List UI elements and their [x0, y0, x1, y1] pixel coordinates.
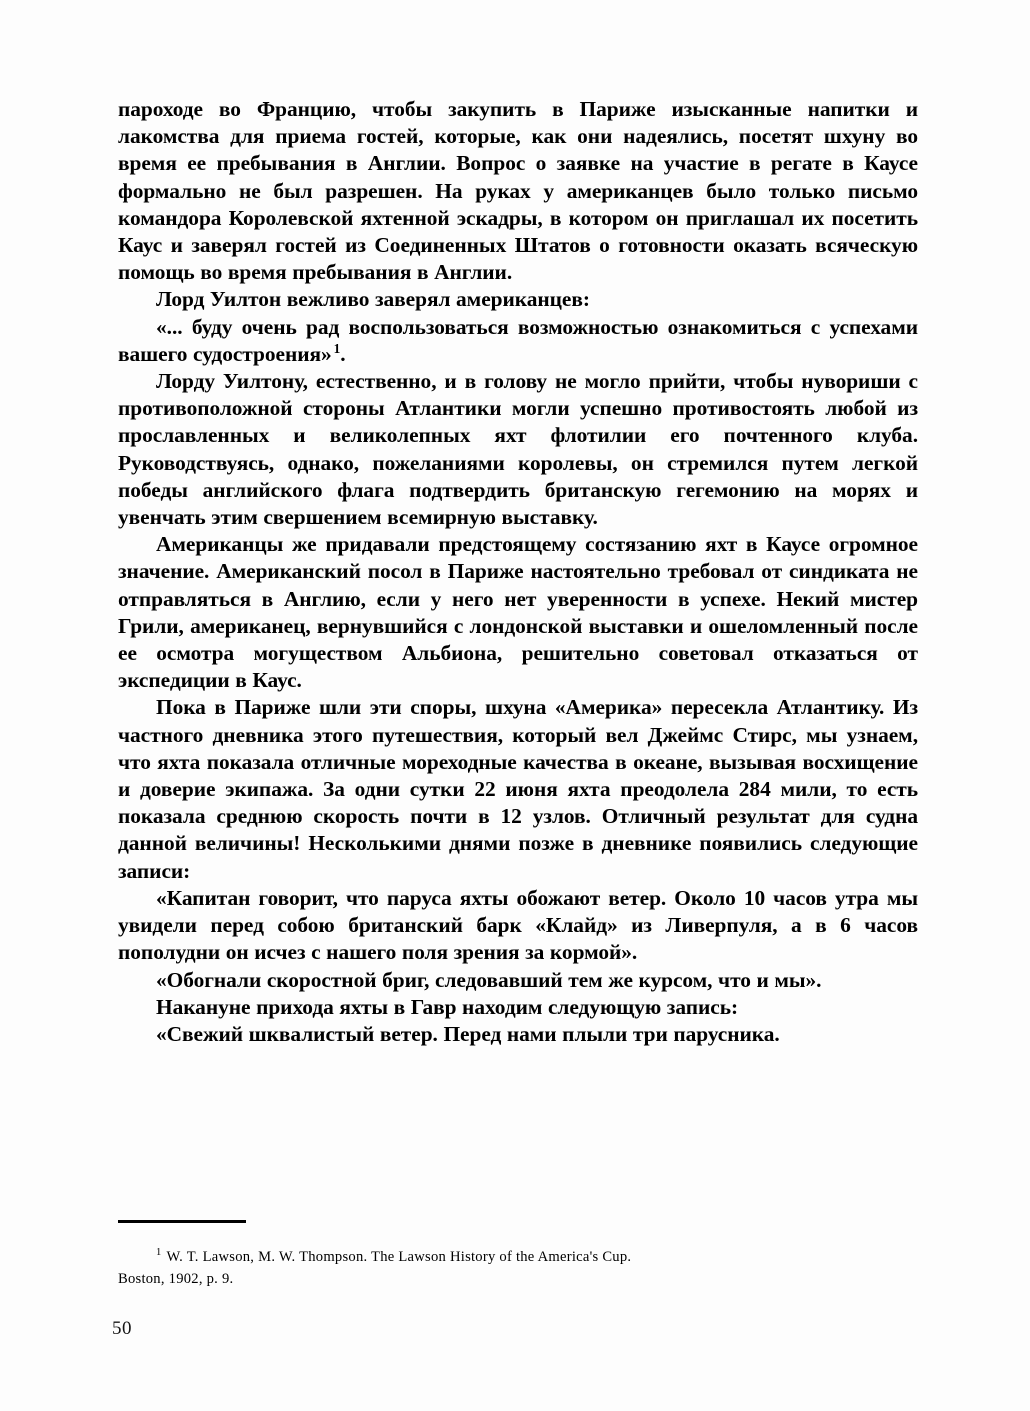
paragraph-squall-quote: «Свежий шквалистый ветер. Перед нами плыли три парусника.	[156, 1021, 780, 1046]
paragraph-havre-entry: Накануне прихода яхты в Гавр находим следующую запись:	[156, 994, 739, 1019]
paragraph-atlantic-crossing: Пока в Париже шли эти споры, шхуна «Америка» пересекла Атлантику. Из частного дневника этого путешествия, который вел Джеймс Стирс, мы узнаем, что яхта показала отличные мореходные качества в океане, вызывая восхищение и доверие экипажа. За одни сутки 22 июня яхта преодолела 284 мили, то есть показала среднюю скорость почти в 12 узлов. Отличный результат для судна данной величины! Несколькими днями позже в дневнике появились следующие записи:	[118, 695, 918, 883]
footnote-citation-line-2: Boston, 1902, p. 9.	[118, 1271, 234, 1287]
paragraph-lord-wilton: Лорд Уилтон вежливо заверял американцев:	[156, 287, 590, 312]
quote-shipbuilding-trailing-punctuation: .	[340, 341, 346, 366]
page-number: 50	[112, 1318, 132, 1339]
footnote-text	[118, 1246, 918, 1290]
quote-shipbuilding-text: «... буду очень рад воспользоваться возможностью ознакомиться с успехами вашего судостроения»	[118, 314, 918, 366]
footnote-separator-rule	[118, 1220, 246, 1223]
paragraph-brig-quote: «Обогнали скоростной бриг, следовавший тем же курсом, что и мы».	[156, 967, 822, 992]
paragraph-lordu-wiltonu: Лорду Уилтону, естественно, и в голову не могло прийти, чтобы нувориши с противоположной стороны Атлантики могли успешно противостоять любой из прославленных и великолепных яхт флотилии его почтенного клуба. Руководствуясь, однако, пожеланиями королевы, он стремился путем легкой победы английского флага подтвердить британскую гегемонию на морях и увенчать этим свершением всемирную выставку.	[118, 369, 918, 530]
paragraph-captain-quote: «Капитан говорит, что паруса яхты обожают ветер. Около 10 часов утра мы увидели перед собою британский барк «Клайд» из Ливерпуля, а в 6 часов пополудни он исчез с нашего поля зрения за кормой».	[118, 885, 918, 965]
footnote-number: 1	[156, 1247, 162, 1259]
paragraph-continuation: пароходе во Францию, чтобы закупить в Париже изысканные напитки и лакомства для приема гостей, которые, как они надеялись, посетят шхуну во время ее пребывания в Англии. Вопрос о заявке на участие в регате в Каусе формально не был разрешен. На руках у американцев было только письмо командора Королевской яхтенной эскадры, в котором он приглашал их посетить Каус и заверял гостей из Соединенных Штатов о готовности оказать всяческую помощь во время пребывания в Англии.	[118, 97, 918, 285]
footnote-reference-marker[interactable]: 1	[333, 340, 341, 356]
paragraph-americans: Американцы же придавали предстоящему состязанию яхт в Каусе огромное значение. Американский посол в Париже настоятельно требовал от синдиката не отправляться в Англию, если у него нет уверенности в успехе. Некий мистер Грили, американец, вернувшийся с лондонской выставки и ошеломленный после ее осмотра могуществом Альбиона, решительно советовал отказаться от экспедиции в Каус.	[118, 532, 918, 693]
main-text-column	[118, 96, 918, 1048]
footnote-citation-line-1: W. T. Lawson, M. W. Thompson. The Lawson History of the America's Cup.	[166, 1249, 632, 1265]
paragraph-quote-shipbuilding	[118, 314, 918, 368]
